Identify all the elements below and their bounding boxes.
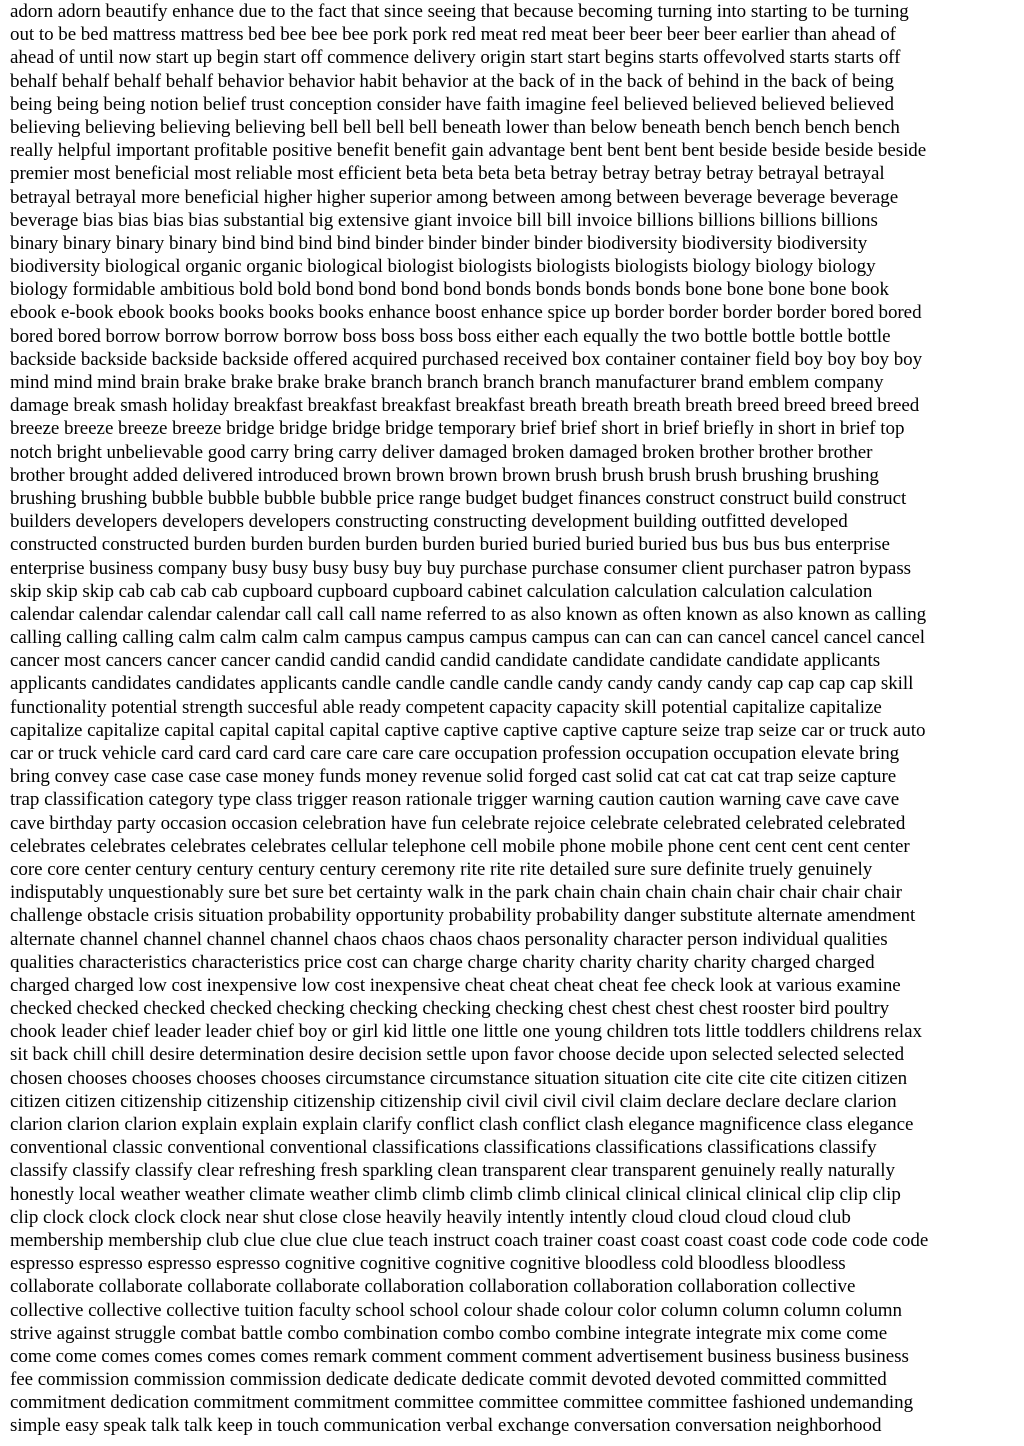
- text-line: out to be bed mattress mattress bed bee bee bee pork pork red meat red meat beer beer beer beer earlier than ahead of: [10, 24, 896, 46]
- text-line: strive against struggle combat battle combo combination combo combo combine integrate integrate mix come come: [10, 1322, 888, 1344]
- text-line: chook leader chief leader leader chief boy or girl kid little one little one young children tots little toddlers childrens relax: [10, 1021, 922, 1043]
- text-line: car or truck vehicle card card card card care care care care occupation profession occupation occupation elevate bring: [10, 743, 900, 764]
- text-line: cancer most cancers cancer cancer candid candid candid candid candidate candidate candidate candidate applicants: [10, 650, 881, 672]
- text-line: beverage bias bias bias bias substantial big extensive giant invoice bill bill invoice billions billions billions billions: [10, 209, 878, 231]
- text-line: builders developers developers developers constructing constructing development building outfitted developed: [10, 511, 848, 533]
- text-line: conventional classic conventional conventional classifications classifications classifications classifications classify: [10, 1137, 877, 1159]
- text-line: espresso espresso espresso espresso cognitive cognitive cognitive cognitive bloodless cold bloodless bloodless: [10, 1253, 846, 1275]
- text-line: breeze breeze breeze breeze bridge bridge bridge bridge temporary brief brief short in brief briefly in short in brief top: [10, 418, 905, 440]
- text-line: bring convey case case case case money funds money revenue solid forged cast solid cat cat cat cat trap seize capture: [10, 766, 897, 788]
- text-line: cave birthday party occasion occasion celebration have fun celebrate rejoice celebrate celebrated celebrated celebrated: [10, 812, 906, 834]
- text-line: being being being notion belief trust conception consider have faith imagine feel believed believed believed believed: [10, 93, 894, 115]
- text-line: enterprise business company busy busy busy busy buy buy purchase purchase consumer client purchaser patron bypass: [10, 557, 912, 579]
- text-line: citizen citizen citizenship citizenship citizenship citizenship civil civil civil civil claim declare declare declare clarion: [10, 1090, 897, 1112]
- text-line: trap classification category type class trigger reason rationale trigger warning caution caution warning cave cave cave: [10, 789, 900, 811]
- text-line: commitment dedication commitment commitment committee committee committee committee fashioned undemanding: [10, 1392, 914, 1414]
- text-line: backside backside backside backside offered acquired purchased received box container container field boy boy boy boy: [10, 348, 923, 370]
- text-line: qualities characteristics characteristics price cost can charge charge charity charity charity charity charged charged: [10, 951, 875, 973]
- text-line: honestly local weather weather climate weather climb climb climb climb clinical clinical clinical clinical clip clip clip: [10, 1183, 901, 1205]
- text-line: biology formidable ambitious bold bold bond bond bond bond bonds bonds bonds bonds bone bone bone bone book: [10, 279, 889, 301]
- text-line: constructed constructed burden burden burden burden burden buried buried buried buried bus bus bus bus enterprise: [10, 534, 890, 556]
- text-line: believing believing believing believing bell bell bell bell beneath lower than below beneath bench bench bench bench: [10, 116, 900, 138]
- text-line: calling calling calling calm calm calm calm campus campus campus campus can can can can cancel cancel cancel cancel: [10, 627, 926, 649]
- text-line: classify classify classify clear refreshing fresh sparkling clean transparent clear transparent genuinely really naturally: [10, 1160, 895, 1182]
- text-line: brushing brushing bubble bubble bubble bubble price range budget budget finances construct construct build construct: [10, 487, 907, 509]
- text-line: capitalize capitalize capital capital capital capital captive captive captive captive capture seize trap seize car or truck auto: [10, 719, 926, 741]
- text-line: ebook e-book ebook books books books books enhance boost enhance spice up border border border border bored bored: [10, 302, 922, 324]
- text-line: membership membership club clue clue clue clue teach instruct coach trainer coast coast coast coast code code code code: [10, 1229, 929, 1251]
- text-line: ahead of until now start up begin start off commence delivery origin start start begins starts offevolved starts starts off: [10, 47, 901, 69]
- text-line: come come comes comes comes comes remark comment comment comment advertisement business business business: [10, 1345, 909, 1367]
- text-line: mind mind mind brain brake brake brake brake branch branch branch branch manufacturer brand emblem company: [10, 372, 884, 393]
- text-line: fee commission commission commission dedicate dedicate dedicate commit devoted devoted committed committed: [10, 1369, 887, 1391]
- text-line: adorn adorn beautify enhance due to the fact that since seeing that because becoming turning into starting to be turning: [10, 1, 909, 22]
- text-line: applicants candidates candidates applicants candle candle candle candle candy candy candy candy cap cap cap cap skill: [10, 673, 914, 695]
- text-line: charged charged low cost inexpensive low cost inexpensive cheat cheat cheat cheat fee check look at various examine: [10, 974, 901, 996]
- text-line: celebrates celebrates celebrates celebrates cellular telephone cell mobile phone mobile phone cent cent cent cent center: [10, 835, 910, 857]
- text-line: sit back chill chill desire determination desire decision settle upon favor choose decide upon selected selected selected: [10, 1044, 905, 1066]
- text-line: brother brought added delivered introduced brown brown brown brown brush brush brush brush brushing brushing: [10, 464, 879, 486]
- text-line: really helpful important profitable positive benefit benefit gain advantage bent bent bent bent beside beside beside beside: [10, 140, 927, 162]
- text-line: clarion clarion clarion explain explain explain clarify conflict clash conflict clash elegance magnificence class elegance: [10, 1114, 914, 1135]
- text-line: premier most beneficial most reliable most efficient beta beta beta beta betray betray betray betray betrayal betrayal: [10, 163, 885, 185]
- text-line: core core center century century century century ceremony rite rite rite detailed sure sure definite truely genuinely: [10, 858, 873, 880]
- text-line: notch bright unbelievable good carry bring carry deliver damaged broken damaged broken brother brother brother: [10, 441, 873, 463]
- text-line: clip clock clock clock clock near shut close close heavily heavily intently intently cloud cloud cloud cloud club: [10, 1206, 851, 1228]
- text-line: functionality potential strength succesful able ready competent capacity capacity skill potential capitalize capitalize: [10, 696, 882, 718]
- text-line: simple easy speak talk talk keep in touch communication verbal exchange conversation conversation neighborhood: [10, 1415, 882, 1437]
- text-line: betrayal betrayal more beneficial higher higher superior among between among between beverage beverage beverage: [10, 186, 899, 208]
- text-line: bored bored borrow borrow borrow borrow boss boss boss boss either each equally the two bottle bottle bottle bottle: [10, 325, 891, 347]
- text-line: skip skip skip cab cab cab cab cupboard cupboard cupboard cabinet calculation calculation calculation calculation: [10, 580, 873, 602]
- text-line: binary binary binary binary bind bind bind bind binder binder binder binder biodiversity biodiversity biodiversity: [10, 232, 868, 254]
- text-line: collaborate collaborate collaborate collaborate collaboration collaboration collaboration collaboration collective: [10, 1276, 856, 1298]
- text-line: checked checked checked checked checking checking checking checking chest chest chest chest rooster bird poultry: [10, 998, 890, 1020]
- text-line: biodiversity biological organic organic biological biologist biologists biologists biologists biology biology biology: [10, 256, 876, 278]
- text-line: damage break smash holiday breakfast breakfast breakfast breakfast breath breath breath breath breed breed breed breed: [10, 395, 920, 417]
- text-line: collective collective collective tuition faculty school school colour shade colour color column column column column: [10, 1299, 902, 1321]
- text-line: indisputably unquestionably sure bet sure bet certainty walk in the park chain chain chain chain chair chair chair chair: [10, 882, 902, 904]
- text-line: chosen chooses chooses chooses chooses circumstance circumstance situation situation cite cite cite cite citizen citizen: [10, 1067, 908, 1089]
- text-line: challenge obstacle crisis situation probability opportunity probability probability danger substitute alternate amendment: [10, 905, 916, 927]
- text-line: alternate channel channel channel channel chaos chaos chaos chaos personality character person individual qualities: [10, 928, 888, 950]
- text-line: behalf behalf behalf behalf behavior behavior habit behavior at the back of in the back of behind in the back of being: [10, 70, 894, 92]
- text-line: calendar calendar calendar calendar call call call name referred to as also known as often known as also known as calling: [10, 603, 927, 625]
